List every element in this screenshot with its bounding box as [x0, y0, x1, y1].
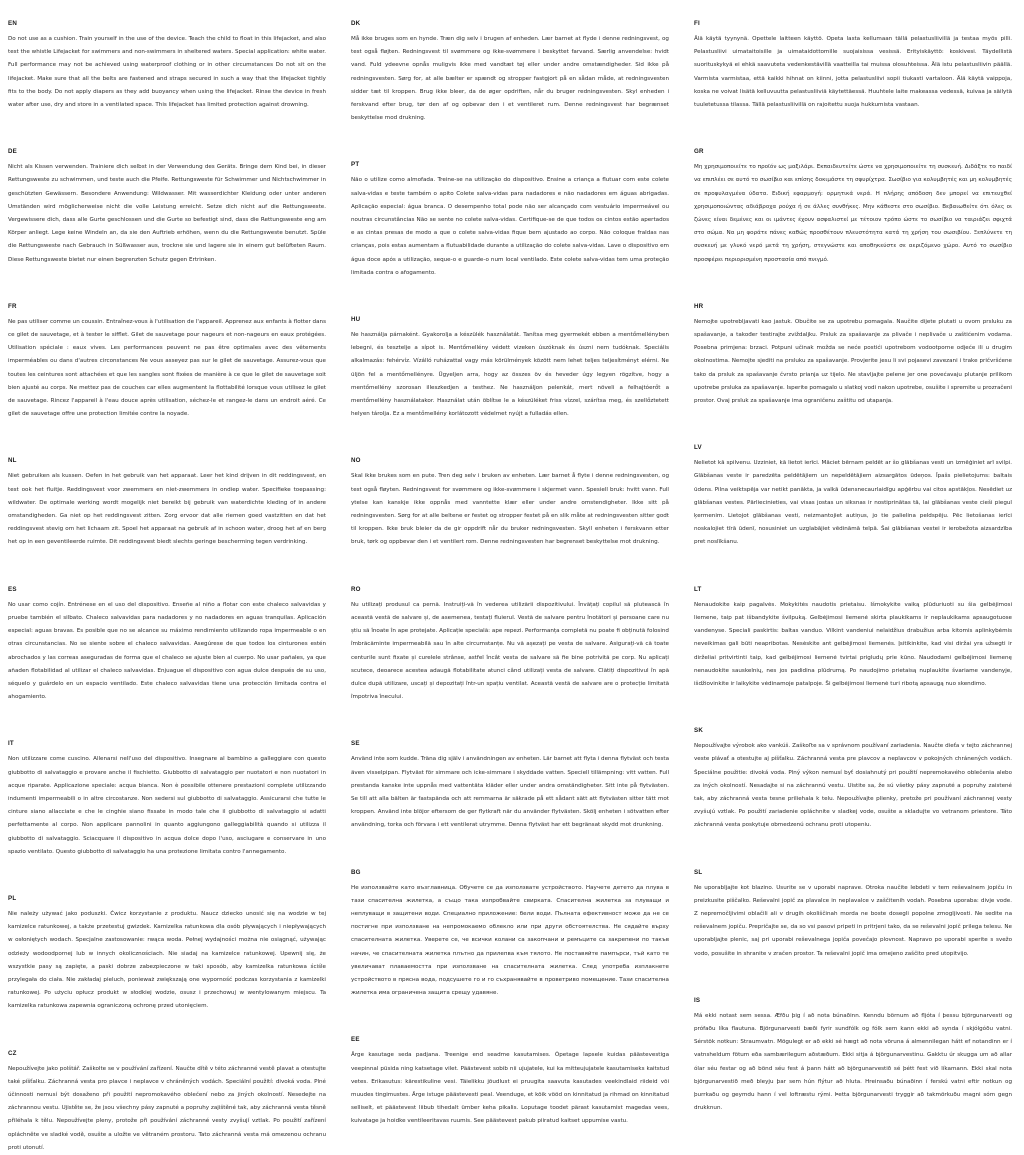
- language-section-hr: [694, 303, 1012, 408]
- language-section-sl: [694, 869, 1012, 961]
- language-code: NL: [8, 457, 17, 465]
- instruction-text: No usar como cojín. Entrénese en el uso del dispositivo. Enseñe al niño a flotar con este chaleco salvavidas y pruebe también el silbato. Chaleco salvavidas para nadadores y no nadadores en aguas tranquilas. Aplicación especial: aguas bravas. Es posible que no se alcance su máximo rendimiento utilizando ropa impermeable o en otras circunstancias. No se siente sobre el chaleco salvavidas. Asegúrese de que todos los cinturones estén abrochados y las correas aseguradas de forma que el chaleco se ajuste bien al cuerpo. No usar pañales, ya que añaden flotabilidad al utilizar el chaleco salvavidas. Enjuague el dispositivo con agua dulce después de su uso, séquelo y guárdelo en un espacio ventilado. Este chaleco salvavidas tiene una protección limitada contra el ahogamiento.: [8, 601, 326, 701]
- language-section-lv: [694, 444, 1012, 549]
- language-code: IT: [8, 740, 14, 748]
- language-code: SE: [351, 740, 360, 748]
- language-code: LV: [694, 444, 702, 452]
- language-section-ee: [351, 1036, 669, 1128]
- instruction-text: Ne uporabljajte kot blazino. Usurite se v uporabi naprave. Otroka naučite lebdeti v tem reševalnem jopiču in preizkusite piščalko. Reševalni jopič za plavalce in neplavalce v zaščitenih vodah. Posebna uporaba: divje vode. Z nepremočljivimi oblačili ali v drugih okoliščinah morda ne boste dosegli popolne zmogljivosti. Ne sedite na reševalnem jopiču. Prepričajte se, da so vsi pasovi pripeti in pritrjeni tako, da se reševalni jopič prilega telesu. Ne uporabljajte plenic, saj pri uporabi reševalnega jopiča povečajo plovnost. Napravo po uporabi sperite s svežo vodo, posušite in shranite v zračen prostor. Ta reševalni jopič ima omejeno zaščito pred utopitvijo.: [694, 884, 1012, 957]
- instruction-text: Nemojte upotrebljavati kao jastuk. Obučite se za upotrebu pomagala. Naučite dijete plutati u ovom prsluku za spašavanje, a također testirajte zviždaljku. Prsluk za spašavanje za plivače i neplivače u zaštićenim vodama. Posebna primjena: brzaci. Potpuni učinak možda se neće postići upotrebom vodootporne odjeće ili u drugim okolnostima. Nemojte sjediti na prsluku za spašavanje. Provjerite jesu li svi pojasevi zavezani i trake pričvršćene tako da prsluk za spašavanje čvrsto prianja uz tijelo. Ne stavljajte pelene jer one povećavaju plutanje prilikom upotrebe prsluka za spašavanje. Isperite pomagalo u slatkoj vodi nakon upotrebe, osušite i spremite u prozračeni prostor. Ovaj prsluk za spašavanje ima ograničenu zaštitu od utapanja.: [694, 318, 1012, 405]
- language-section-hu: [351, 316, 669, 421]
- language-code: BG: [351, 868, 361, 876]
- language-section-is: [694, 997, 1012, 1116]
- instruction-text: Må ikke bruges som en hynde. Træn dig selv i brugen af enheden. Lær barnet at flyde i denne redningsvest, og test også fløjten. Redningsvest til svømmere og ikke-svømmere i beskyttet farvand. Særlig anvendelse: hvidt vand. Fuld ydeevne opnås muligvis ikke med vandtæt tøj eller under andre omstændigheder. Sid ikke på redningsvesten. Sørg for, at alle bælter er spændt og stropper fastgjort på en sådan måde, at redningsvesten sidder tæt til kroppen. Brug ikke bleer, da de øger opdriften, når du bruger redningsvesten. Skyl enheden i ferskvand efter brug, tør den af og opbevar den i et ventileret rum. Denne redningsvest har begrænset beskyttelse mod drukning.: [351, 36, 669, 122]
- language-section-pt: [351, 161, 669, 280]
- language-code: SL: [694, 868, 703, 876]
- language-code: CZ: [8, 1049, 17, 1057]
- language-section-pl: [8, 895, 326, 1014]
- language-section-no: [351, 457, 669, 549]
- instruction-text: Nepoužívejte jako polštář. Zaškolte se v používání zařízení. Naučte dítě v této záchranné vestě plavat a otestujte také píšťalku. Záchranná vesta pro plavce i neplavce v chráněných vodách. Speciální použití: divoká voda. Plné účinnosti nemusí být dosaženo při použití nepromokavého oblečení nebo za jiných okolností. Nesedejte na záchrannou vestu. Ujistěte se, že jsou všechny pásy zapnuté a popruhy zajištěné tak, aby záchranná vesta těsně přiléhala k tělu. Nepoužívejte pleny, protože při používání záchranné vesty zvyšují vztlak. Po použití zařízení opláchněte ve sladké vodě, osušte a uložte ve větraném prostoru. Tato záchranná vesta má omezenou ochranu proti utonutí.: [8, 1065, 326, 1151]
- column-middle: [351, 20, 669, 1125]
- language-section-nl: [8, 457, 326, 549]
- instruction-text: Skal ikke brukes som en pute. Tren deg selv i bruken av enheten. Lær barnet å flyte i denne redningsvesten, og test også fløyten. Redningsvest for svømmere og ikke-svømmere i skjermet vann. Spesiell bruk: hvitt vann. Full ytelse kan kanskje ikke oppnås med vanntette klær eller under andre omstendigheter. Ikke sitt på redningsvesten. Sørg for at alle beltene er festet og stropper festet på en slik måte at redningsvesten sitter godt til kroppen. Ikke bruk bleier da de gir oppdrift når du bruker redningsvesten. Skyll enheten i ferskvann etter bruk, tørk og oppbevar den i et ventilert rom. Denne redningsvesten har begrenset beskyttelse mot drukning.: [351, 473, 669, 546]
- instruction-text: Nenaudokite kaip pagalvės. Mokykitės naudotis prietaisu. Išmokykite vaiką plūduriuoti su šia gelbėjimosi liemene, taip pat išbandykite švilpuką. Gelbėjimosi liemenė skirta plaukikams ir neplaukikams apsaugotuose vandenyse. Speciali paskirtis: baltas vanduo. Vilkint vandeniui nelaidžius drabužius arba kitomis aplinkybėmis neveikimas gali būti neapribotas. Nesėskite ant gelbėjimosi liemenės. Įsitikinkite, kad visi diržai yra užsegti ir dirželiai pritvirtinti taip, kad gelbėjimosi liemenė tvirtai prigludų prie kūno. Naudodami gelbėjimosi liemenę nenaudokite sauskelnių, nes jos padidina plūdrumą. Po naudojimo prietaisą nuplaukite švariame vandenyje, išdžiovinkite ir laikykite vėdinamoje patalpoje. Ši gelbėjimosi liemenė turi ribotą apsaugą nuo skendimo.: [694, 601, 1012, 687]
- language-section-it: [8, 740, 326, 859]
- instruction-text: Niet gebruiken als kussen. Oefen in het gebruik van het apparaat. Leer het kind drijven in dit reddingsvest, en test ook het fluitje. Reddingsvest voor zwemmers en niet-zwemmers in ondiep water. Specifieke toepassing: wildwater. De optimale werking wordt mogelijk niet bereikt bij gebruik van waterdichte kleding of in andere omstandigheden. Ga niet op het reddingsvest zitten. Zorg ervoor dat alle riemen goed vastzitten en dat het reddingsvest stevig om het lichaam zit. Spoel het apparaat na gebruik af in schoon water, droog het af en berg het op in een geventileerde ruimte. Dit reddingsvest biedt slechts geringe bescherming tegen verdrinking.: [8, 473, 326, 546]
- language-section-bg: [351, 869, 669, 1001]
- language-code: IS: [694, 996, 701, 1004]
- language-code: FI: [694, 20, 700, 27]
- language-section-es: [8, 586, 326, 705]
- language-section-gr: [694, 148, 1012, 267]
- language-section-fr: [8, 303, 326, 422]
- language-code: DE: [8, 148, 17, 156]
- instruction-text: Nu utilizați produsul ca pernă. Instruiți-vă în vederea utilizării dispozitivului. Învățați copilul să plutească în această vestă de salvare și, de asemenea, testați fluierul. Vestă de salvare pentru înotători și persoane care nu știu să înoate în ape protejate. Aplicație specială: ape repezi. Performanța completă nu poate fi obținută folosind îmbrăcăminte impermeabilă sau în alte circumstanțe. Nu vă așezați pe vesta de salvare. Asigurați-vă că toate centurile sunt fixate și curelele strânse, astfel încât vesta de salvare să fie bine potrivită pe corp. Nu aplicați scutece, deoarece acestea adaugă flotabilitate atunci când utilizați vesta de salvare. Clătiți dispozitivul în apă dulce după utilizare, uscați și depozitați într-un spațiu ventilat. Această vestă de salvare are o protecție limitată împotriva înecului.: [351, 601, 669, 701]
- instruction-text: Má ekki notast sem sessa. Æfðu þig í að nota búnaðinn. Kenndu börnum að fljóta í þessu björgunarvesti og prófaðu líka flautuna. Björgunarvesti bæði fyrir sundfólk og fólk sem kann ekki að synda í skjólgóðu vatni. Sérstök notkun: Straumvatn. Mögulegt er að ekki sé hægt að nota vöruna á almennilegan hátt ef notandinn er í vatnsheldum fötum eða sambærilegum aðstæðum. Ekki sitja á björgunarvestinu. Gakktu úr skugga um að allar ólar séu festar og að bönd séu fest á þann hátt að björgunarvestið sé þétt fest við líkamann. Ekki skal nota björgunarvestið með bleyju þar sem hún flýtur að hluta. Hreinsaðu búnaðinn í ferskú vatni eftir notkun og þurrkaðu og geymdu hann í vel loftræstu rými. Þetta björgunarvesti tryggir að takmörkuðu magni sóm gegn drukknun.: [694, 1012, 1012, 1112]
- language-section-sk: [694, 727, 1012, 832]
- language-section-lt: [694, 586, 1012, 691]
- column-left: [8, 20, 326, 1151]
- instruction-text: Använd inte som kudde. Träna dig själv i användningen av enheten. Lär barnet att flyta i denna flytväst och testa även visselpipan. Flytväst för simmare och icke-simmare i skyddade vatten. Speciell tillämpning: vitt vatten. Full prestanda kanske inte uppnås med vattentäta kläder eller under andra omständigheter. Sitt inte på flytvästen. Se till att alla bälten är fastspända och att remmarna är säkrade på ett sådant sätt att flytvästen sitter tätt mot kroppen. Använd inte blöjor eftersom de ger flytkraft när du använder flytvästen. Skölj enheten i sötvatten efter användning, torka och förvara i ett ventilerat utrymme. Denna flytväst har ett begränsat skydd mot drunkning.: [351, 756, 669, 829]
- instruction-text: Ärge kasutage seda padjana. Treenige end seadme kasutamises. Õpetage lapsele kuidas päästevestiga veepinnal püsida ning katsetage vilet. Päästevest sobib nii ujujatele, kui ka mitteujujatele kasutamiseks kaitstud vetes. Erikasutus: kärestikuline vesi. Täielikku jõudlust ei pruugita saavuta kasutades veekindlaid riideid või muudes tingimustes. Ärge istuge päästevesti peal. Veenduge, et kõik vööd on kinnitatud ja rihmad on kinnitatud selliselt, et päästevest liibub tihedalt ümber keha pikalis. Loputage toodet pärast kasutamist magedas vees, kuivatage ja hoidke ventileeritavas ruumis. See päästevest pakub piiratud kaitset uppumise vastu.: [351, 1052, 669, 1125]
- instruction-text: Nie należy używać jako poduszki. Ćwicz korzystanie z produktu. Naucz dziecko unosić się na wodzie w tej kamizelce ratunkowej, a także przetestuj gwizdek. Kamizelka ratunkowa dla osób pływających i niepływających w osłoniętych wodach. Specjalne zastosowanie: rwąca woda. Pełnej wydajności można nie osiągnąć, używając odzieży wodoodpornej lub w innych okolicznościach. Nie siadaj na kamizelce ratunkowej. Upewnij się, że wszystkie pasy są zapięte, a paski dobrze zabezpieczone w taki sposób, aby kamizelka ratunkowa ściśle przylegała do ciała. Nie zakładaj pieluch, ponieważ zwiększają one wyporność podczas korzystania z kamizelki ratunkowej. Po użyciu opłucz produkt w słodkiej wodzie, osusz i przechowuj w wentylowanym miejscu. Ta kamizelka ratunkowa zapewnia ograniczoną ochronę przed utonięciem.: [8, 910, 326, 1010]
- language-section-cz: [8, 1050, 326, 1155]
- language-section-ro: [351, 586, 669, 705]
- language-section-en: [8, 20, 326, 112]
- instruction-text: Ne használja párnaként. Gyakorolja a készülék használatát. Tanítsa meg gyermekét ebben a mentőmellényben lebegni, és tesztelje a sípot is. Mentőmellény védett vizeken úszóknak és úszni nem tudóknak. Speciális alkalmazás: fehérvíz. Vízálló ruházattal vagy más körülmények között nem lehet teljes teljesítményt elérni. Ne üljön fel a mentőmellényre. Ügyeljen arra, hogy az összes öv és heveder úgy legyen rögzítve, hogy a mentőmellény szorosan illeszkedjen a testhez. Ne használjon pelenkát, mert növeli a felhajtóerőt a mentőmellény használatakor. Használat után öblítse le a készüléket friss vízzel, szárítsa meg, és szellőztetett helyen tárolja. Ez a mentőmellény korlátozott védelmet nyújt a fulladás ellen.: [351, 332, 669, 418]
- instruction-text: Não o utilize como almofada. Treine-se na utilização do dispositivo. Ensine a criança a flutuar com este colete salva-vidas e teste também o apito Colete salva-vidas para nadadores e não nadadores em águas abrigadas. Aplicação especial: água branca. O desempenho total pode não ser alcançado com vestuário impermeável ou noutras circunstâncias Não se sente no colete salva-vidas. Certifique-se de que todos os cintos estão apertados e as cintas presas de modo a que o colete salva-vidas fique bem ajustado ao corpo. Não coloque fraldas nas crianças, pois estas aumentam a flutuabilidade durante a utilização do colete salva-vidas. Lave o dispositivo em água doce após a utilização, seque-o e guarde-o num local ventilado. Este colete salva-vidas tem uma proteção limitada contra o afogamento.: [351, 177, 669, 276]
- language-code: HR: [694, 302, 704, 310]
- language-code: NO: [351, 457, 361, 465]
- language-section-fi: [694, 20, 1012, 112]
- instruction-text: Не използвайте като възглавница. Обучете се да използвате устройството. Научете детето да плува в тази спасителна жилетка, а също така изпробвайте свирката. Спасителна жилетка за плуващи и неплуващи в защитени води. Специално приложение: бели води. Пълната ефективност може да не се постигне при използване на непромокаемо облекло или при други обстоятелства. Не сядайте върху спасителната жилетка. Уверете се, че всички колани са закопчани и ремъците са закрепени по такъв начин, че спасителната жилетка плътно да прилепва към тялото. Не поставяйте пампърси, тъй като те увеличават плаваемостта при използване на спасителната жилетка. След употреба изплакнете устройството в прясна вода, подсушете го и го съхранявайте в проветриво помещение. Тази спасителна жилетка има ограничена защита срещу удавяне.: [351, 884, 669, 997]
- language-code: HU: [351, 316, 361, 324]
- instruction-text: Non utilizzare come cuscino. Allenarsi nell'uso del dispositivo. Insegnare al bambino a galleggiare con questo giubbotto di salvataggio e provare anche il fischietto. Giubbotto di salvataggio per nuotatori e non nuotatori in acque riparate. Applicazione speciale: acqua bianca. Non è possibile ottenere prestazioni complete utilizzando indumenti impermeabili o in altre circostanze. Non sedersi sul giubbotto di salvataggio. Assicurarsi che tutte le cinture siano allacciate e che le cinghie siano fissate in modo tale che il giubbotto di salvataggio si adatti perfettamente al corpo. Non applicare pannolini in quanto aggiungono galleggiabilità quando si utilizza il giubbotto di salvataggio. Sciacquare il dispositivo in acqua dolce dopo l'uso, asciugare e conservare in uno spazio ventilato. Questo giubbotto di salvataggio ha una protezione limitata contro l'annegamento.: [8, 756, 326, 855]
- language-code: PT: [351, 161, 360, 169]
- instruction-text: Älä käytä tyynynä. Opettele laitteen käyttö. Opeta lasta kellumaan tällä pelastusliivillä ja testaa myös pilli. Pelastusliivi uimataitoisille ja uimataidottomille suojaisissa vesissä. Erityiskäyttö: koskivesi. Täydellistä suorituskykyä ei ehkä saavuteta vedenkestävillä vaatteilla tai muissa olosuhteissa. Älä istu pelastusliivin päällä. Varmista varmistaa, että kaikki hihnat on kiinni, jotta pelastusliivi sopii tiukasti vartaloon. Älä käytä vaippoja, koska ne voivat lisätä kelluvuutta pelastusliiviä käytettäessä. Huuhtele laite makeassa vedessä, kuivaa ja säilytä tuuletetussa tilassa. Tällä pelastusliivillä on rajoitettu suoja hukkumista vastaan.: [694, 36, 1012, 109]
- instruction-text: Nicht als Kissen verwenden. Trainiere dich selbst in der Verwendung des Geräts. Bringe dem Kind bei, in dieser Rettungsweste zu schwimmen, und teste auch die Pfeife. Rettungsweste für Schwimmer und Nichtschwimmer in geschützten Gewässern. Besondere Anwendung: Wildwasser. Mit wasserdichter Kleidung oder unter anderen Umständen wird möglicherweise nicht die volle Leistung erreicht. Setze dich nicht auf die Rettungsweste. Vergewissere dich, dass alle Gurte geschlossen und die Gurte so befestigt sind, dass die Rettungsweste eng am Körper anliegt. Lege keine Windeln an, da sie den Auftrieb erhöhen, wenn du die Rettungsweste benutzt. Spüle die Rettungsweste nach Gebrauch in Süßwasser aus, trockne sie und lagere sie in einem gut belüfteten Raum. Diese Rettungsweste bietet nur einen begrenzten Schutz gegen Ertrinken.: [8, 164, 326, 263]
- language-code: GR: [694, 148, 704, 156]
- language-section-de: [8, 148, 326, 267]
- language-code: RO: [351, 585, 361, 593]
- instruction-text: Nelietot kā spilvenu. Uzziniet, kā lietot ierīci. Māciet bērnam peldēt ar šo glābšanas vesti un izmēģiniet arī svilpi. Glābšanas veste ir paredzēta peldētājiem un nepeldētājiem aizsargātos ūdeņos. Īpašs pielietojums: baltais ūdens. Pilna veiktspēja var netikt panākta, ja valkā ūdensnecaurlaidīgu apģērbu vai citos apstākļos. Nesēdiet uz glābšanas vestes. Pārliecinieties, vai visas jostas un siksnas ir nostiprinātas tā, lai glābšanas veste cieši piegul ķermenim. Lietojot glābšanas vesti, neizmantojiet autiņus, jo tie palielina peldspēju. Pēc lietošanas ierīci noskalojiet tīrā ūdenī, nosusiniet un uzglabājiet vēdināmā telpā. Šai glābšanas vestei ir ierobežota aizsardzība pret noslīkšanu.: [694, 460, 1012, 546]
- language-code: EE: [351, 1036, 360, 1044]
- instruction-text: Μη χρησιμοποιείτε το προϊόν ως μαξιλάρι. Εκπαιδευτείτε ώστε να χρησιμοποιείτε τη συσκευή. Διδάξτε το παιδί να επιπλέει σε αυτό το σωσίβιο και επίσης δοκιμάστε τη σφυρίχτρα. Σωσίβιο για κολυμβητές και μη κολυμβητές σε προφυλαγμένα ύδατα. Ειδική εφαρμογή: ορμητικά νερά. Η πλήρης απόδοση δεν μπορεί να επιτευχθεί χρησιμοποιώντας αδιάβροχα ρούχα ή σε άλλες συνθήκες. Μην κάθεστε στο σωσίβιο. Βεβαιωθείτε ότι όλες οι ζώνες είναι δεμένες και οι ιμάντες έχουν ασφαλιστεί με τέτοιον τρόπο ώστε το σωσίβιο να ταιριάζει σφιχτά στο σώμα. Να μη φοράτε πάνες καθώς προσθέτουν πλευστότητα κατά τη χρήση του σωσιβίου. Ξεπλύνετε τη συσκευή με γλυκό νερό μετά τη χρήση, στεγνώστε και αποθηκεύστε σε αεριζόμενο χώρο. Αυτό το σωσίβιο προσφέρει περιορισμένη προστασία από πνιγμό.: [694, 164, 1012, 263]
- language-code: DK: [351, 20, 361, 27]
- instruction-text: Ne pas utiliser comme un coussin. Entraînez-vous à l'utilisation de l'appareil. Apprenez aux enfants à flotter dans ce gilet de sauvetage, et à tester le sifflet. Gilet de sauvetage pour nageurs et non-nageurs en eaux protégées. Utilisation spéciale : eaux vives. Les performances peuvent ne pas être optimales avec des vêtements imperméables ou dans d'autres circonstances Ne vous asseyez pas sur le gilet de sauvetage. Assurez-vous que toutes les ceintures sont attachées et que les sangles sont fixées de manière à ce que le gilet de sauvetage soit bien ajusté au corps. Ne mettez pas de couches car elles augmentent la flottabilité lorsque vous utilisez le gilet de sauvetage. Rincez l'appareil à l'eau douce après utilisation, séchez-le et rangez-le dans un endroit aéré. Ce gilet de sauvetage offre une protection limitée contre la noyade.: [8, 318, 326, 418]
- language-code: ES: [8, 585, 17, 593]
- instruction-text: Do not use as a cushion. Train yourself in the use of the device. Teach the child to float in this lifejacket, and also test the whistle Lifejacket for swimmers and non-swimmers in sheltered waters. Special application: white water. Full performance may not be achieved using waterproof clothing or in other circumstances Do not sit on the lifejacket. Make sure that all the belts are fastened and straps secured in such a way that the lifejacket tightly fits to the body. Do not apply diapers as they add buoyancy when using the lifejacket. Rinse the device in fresh water after use, dry and store in a ventilated space. This lifejacket has limited protection against drowning.: [8, 36, 326, 109]
- language-code: SK: [694, 727, 703, 735]
- instruction-text: Nepoužívajte výrobok ako vankúš. Zaškoľte sa v správnom používaní zariadenia. Naučte dieťa v tejto záchrannej veste plávať a otestujte aj píšťalku. Záchranná vesta pre plavcov a neplavcov v pokojných chránených vodách. Špeciálne použitie: divoká voda. Plný výkon nemusí byť dosiahnutý pri použití nepremokavého oblečenia alebo za iných okolností. Nesadajte si na záchrannú vestu. Uistite sa, že sú všetky pásy zapnuté a popruhy zaistené tak, aby záchranná vesta tesne priliehala k telu. Nepoužívajte plienky, pretože pri používaní záchrannej vesty zvyšujú vztlak. Po použití zariadenie opláchnite v sladkej vode, osušte a skladujte vo vetranom priestore. Táto záchranná vesta poskytuje obmedzenú ochranu proti utopeniu.: [694, 743, 1012, 829]
- language-section-dk: [351, 20, 669, 125]
- language-code: FR: [8, 302, 17, 310]
- language-code: PL: [8, 894, 17, 902]
- language-section-se: [351, 740, 669, 832]
- language-code: EN: [8, 20, 17, 27]
- language-code: LT: [694, 585, 702, 593]
- column-right: [694, 20, 1012, 1112]
